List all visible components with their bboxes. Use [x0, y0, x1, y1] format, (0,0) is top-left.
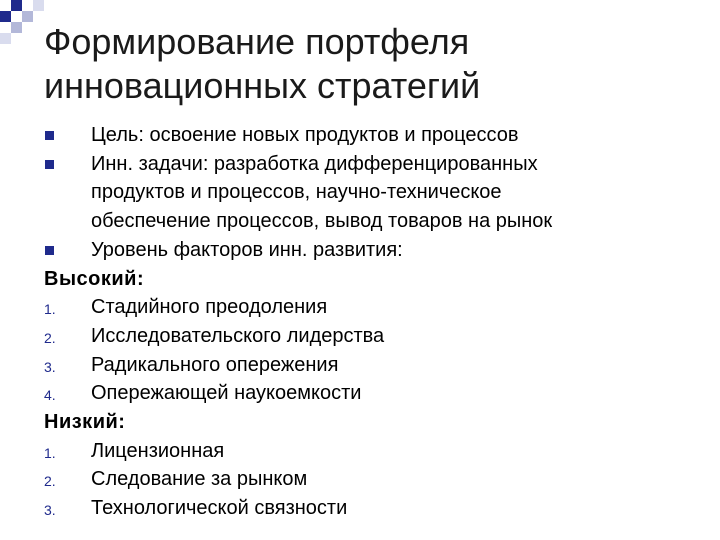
list-item	[44, 293, 704, 322]
list-number: 4.	[44, 387, 56, 404]
bullet-item	[44, 121, 704, 150]
list-item	[44, 437, 704, 466]
list-number: 1.	[44, 301, 56, 318]
bullet-text: Инн. задачи: разработка дифференцированных	[91, 152, 538, 175]
bullet-text: продуктов и процессов, научно-техническое	[91, 181, 502, 204]
title-line: инновационных стратегий	[44, 65, 481, 106]
deco-square	[0, 11, 11, 22]
bullet-item	[44, 150, 704, 236]
section-heading-low: Низкий:	[44, 411, 126, 434]
deco-square	[11, 22, 22, 33]
title-line: Формирование портфеля	[44, 21, 470, 62]
list-item-text: Радикального опережения	[91, 353, 339, 376]
bullet-text: Цель: освоение новых продуктов и процессов	[91, 124, 519, 146]
slide-content	[44, 121, 704, 523]
list-item	[44, 379, 704, 408]
deco-square	[11, 0, 22, 11]
list-item-text: Технологической связности	[91, 497, 348, 520]
slide-title	[44, 20, 684, 108]
bullet-item	[44, 236, 704, 265]
list-item	[44, 322, 704, 351]
list-item-text: Лицензионная	[91, 439, 225, 462]
list-number: 2.	[44, 473, 56, 490]
list-number: 2.	[44, 329, 56, 346]
deco-square	[22, 11, 33, 22]
list-item-text: Исследовательского лидерства	[91, 324, 385, 347]
list-number: 3.	[44, 358, 56, 375]
list-item	[44, 494, 704, 523]
list-number: 3.	[44, 502, 56, 519]
deco-square	[33, 0, 44, 11]
bullet-text: обеспечение процессов, вывод товаров на рынок	[91, 210, 553, 233]
list-item	[44, 351, 704, 380]
square-bullet-icon	[45, 131, 54, 140]
bullet-text: Уровень факторов инн. развития:	[91, 238, 403, 261]
deco-square	[0, 33, 11, 44]
list-item	[44, 465, 704, 494]
list-item-text: Следование за рынком	[91, 468, 308, 491]
square-bullet-icon	[45, 160, 54, 169]
list-item-text: Опережающей наукоемкости	[91, 382, 362, 405]
section-heading-high: Высокий:	[44, 267, 145, 290]
square-bullet-icon	[45, 246, 54, 255]
list-number: 1.	[44, 444, 56, 461]
list-item-text: Стадийного преодоления	[91, 296, 328, 319]
